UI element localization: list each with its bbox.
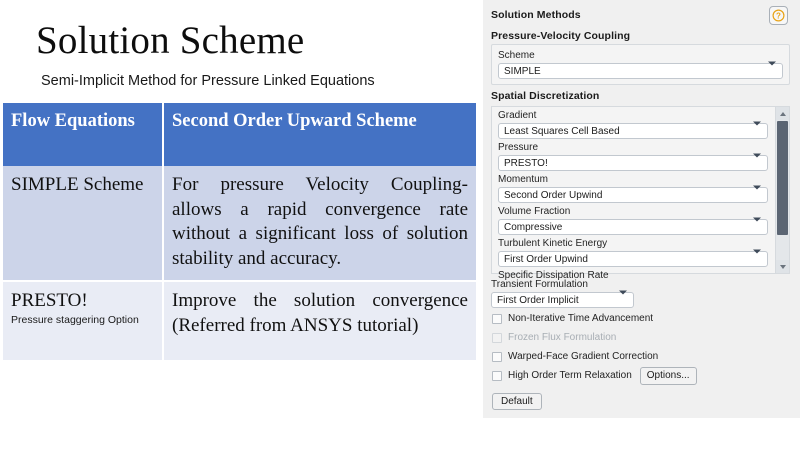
solution-scheme-table xyxy=(3,103,476,360)
group-label-pressure-velocity-coupling: Pressure-Velocity Coupling xyxy=(491,30,631,42)
row-presto-note: Pressure staggering Option xyxy=(11,313,139,326)
chevron-down-icon xyxy=(619,295,627,306)
scheme-value: SIMPLE xyxy=(504,65,541,77)
transient-formulation-select[interactable] xyxy=(491,292,634,308)
checkbox-frozen-flux-formulation xyxy=(492,333,502,343)
group-label-spatial-discretization: Spatial Discretization xyxy=(491,90,600,102)
slide-title: Solution Scheme xyxy=(36,19,305,62)
gradient-label: Gradient xyxy=(498,110,537,121)
panel-header xyxy=(483,0,800,30)
table-row xyxy=(3,166,476,281)
scheme-select[interactable] xyxy=(498,63,783,79)
turbulent-kinetic-energy-label: Turbulent Kinetic Energy xyxy=(498,238,608,249)
svg-text:?: ? xyxy=(776,11,781,21)
pressure-select[interactable] xyxy=(498,155,768,171)
spatial-discretization-scroll-area xyxy=(491,106,790,281)
checkbox-row-non-iterative-time-advancement[interactable] xyxy=(483,310,800,327)
pressure-velocity-coupling-box xyxy=(491,44,790,85)
help-question-icon[interactable] xyxy=(769,6,788,25)
table-header-scheme: Second Order Upward Scheme xyxy=(163,103,476,166)
scroll-up-arrow-icon[interactable] xyxy=(776,107,789,120)
chevron-down-icon xyxy=(753,190,761,201)
pressure-label: Pressure xyxy=(498,142,539,153)
chevron-down-icon xyxy=(753,222,761,233)
chevron-down-icon xyxy=(753,158,761,169)
turbulent-kinetic-energy-select[interactable] xyxy=(498,251,768,267)
volume-fraction-value: Compressive xyxy=(504,221,563,233)
momentum-value: Second Order Upwind xyxy=(504,189,603,201)
scheme-label: Scheme xyxy=(498,50,535,61)
checkbox-row-warped-face-gradient-correction[interactable] xyxy=(483,348,800,365)
transient-formulation-label: Transient Formulation xyxy=(491,279,588,290)
spatial-discretization-fields xyxy=(492,107,774,283)
gradient-value: Least Squares Cell Based xyxy=(504,125,620,137)
checkbox-non-iterative-time-advancement[interactable] xyxy=(492,314,502,324)
table-header-row xyxy=(3,103,476,166)
checkbox-row-high-order-term-relaxation[interactable] xyxy=(483,367,800,384)
solution-methods-panel xyxy=(483,0,800,418)
gradient-select[interactable] xyxy=(498,123,768,139)
checkbox-high-order-term-relaxation[interactable] xyxy=(492,371,502,381)
row-simple-name: SIMPLE Scheme xyxy=(3,166,163,281)
volume-fraction-select[interactable] xyxy=(498,219,768,235)
checkbox-label-warped-face-gradient-correction: Warped-Face Gradient Correction xyxy=(508,351,659,362)
panel-footer xyxy=(483,384,800,410)
volume-fraction-label: Volume Fraction xyxy=(498,206,571,217)
row-presto-name xyxy=(3,281,163,360)
table-header-flow-equations: Flow Equations xyxy=(3,103,163,166)
table-row xyxy=(3,281,476,360)
scrollbar-thumb[interactable] xyxy=(777,121,788,235)
checkbox-row-frozen-flux-formulation xyxy=(483,329,800,346)
checkbox-label-high-order-term-relaxation: High Order Term Relaxation xyxy=(508,370,632,381)
scroll-down-arrow-icon[interactable] xyxy=(776,260,789,273)
chevron-down-icon xyxy=(768,66,776,77)
row-simple-description: For pressure Velocity Coupling- allows a rapid convergence rate without a significant loss of solution stability and accuracy. xyxy=(163,166,476,281)
default-button[interactable]: Default xyxy=(492,393,542,410)
chevron-down-icon xyxy=(753,254,761,265)
checkbox-label-non-iterative-time-advancement: Non-Iterative Time Advancement xyxy=(508,313,654,324)
checkbox-warped-face-gradient-correction[interactable] xyxy=(492,352,502,362)
spatial-discretization-scrollbar[interactable] xyxy=(775,107,789,273)
specific-dissipation-rate-label: Specific Dissipation Rate xyxy=(498,270,609,281)
momentum-select[interactable] xyxy=(498,187,768,203)
transient-formulation-value: First Order Implicit xyxy=(497,294,579,306)
row-presto-description: Improve the solution convergence (Referred from ANSYS tutorial) xyxy=(163,281,476,360)
options-button[interactable]: Options... xyxy=(640,367,697,385)
panel-title: Solution Methods xyxy=(491,9,581,21)
row-presto-title: PRESTO! xyxy=(11,290,88,311)
pressure-value: PRESTO! xyxy=(504,157,548,169)
checkbox-label-frozen-flux-formulation: Frozen Flux Formulation xyxy=(508,332,617,343)
slide-subtitle: Semi-Implicit Method for Pressure Linked Equations xyxy=(41,73,375,89)
momentum-label: Momentum xyxy=(498,174,549,185)
chevron-down-icon xyxy=(753,126,761,137)
turbulent-kinetic-energy-value: First Order Upwind xyxy=(504,253,588,265)
